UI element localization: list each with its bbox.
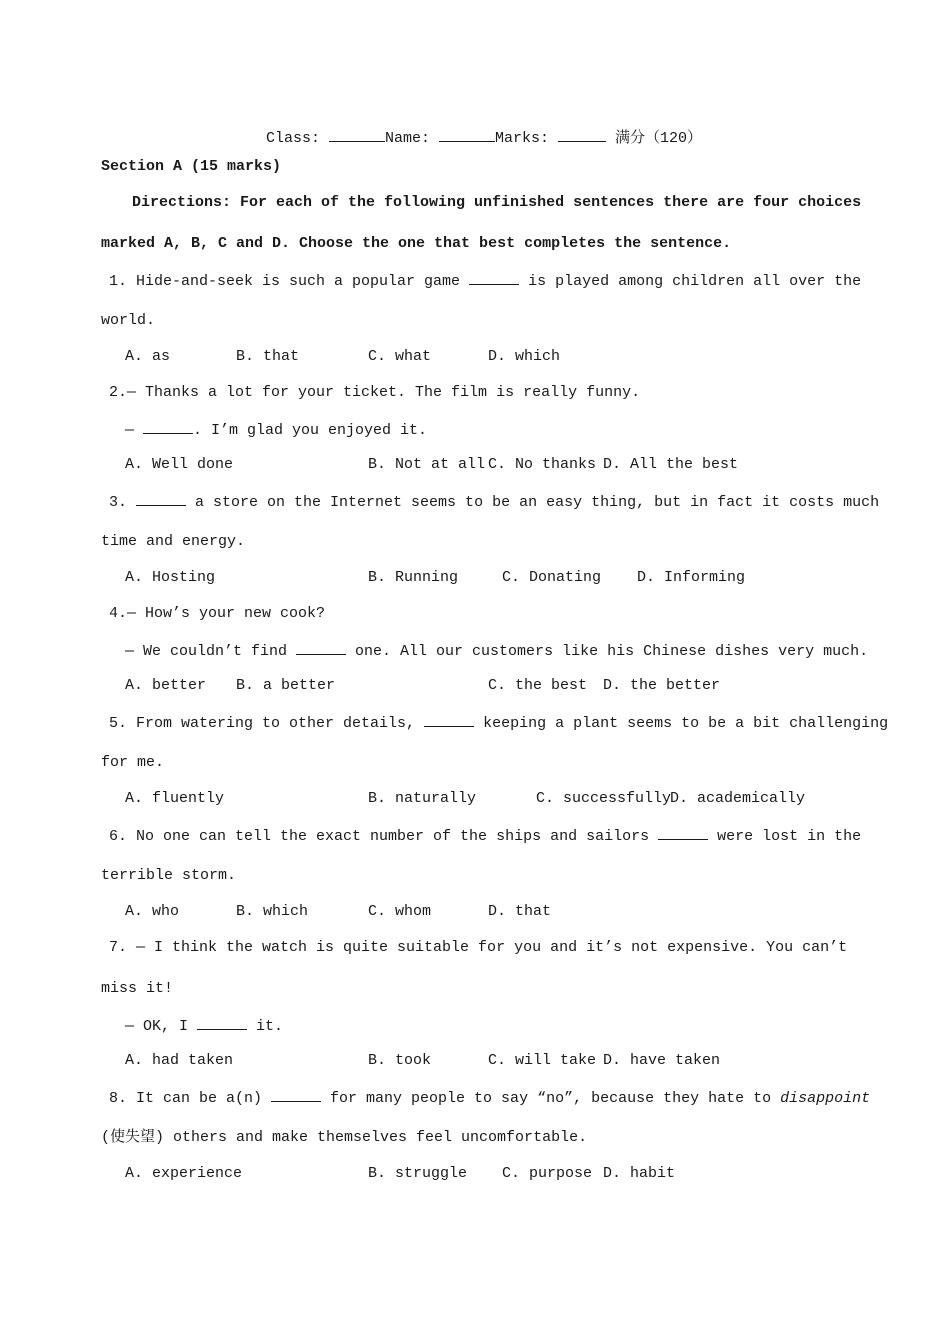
q6-option-a: A. who xyxy=(125,903,180,920)
full-marks-label: 满分（120） xyxy=(606,130,703,147)
q2-option-d: D. All the best xyxy=(603,456,739,473)
q3-option-a: A. Hosting xyxy=(125,569,216,586)
answer-blank xyxy=(469,271,519,285)
name-label: Name: xyxy=(385,130,440,147)
q6-option-d: D. that xyxy=(488,903,552,920)
name-blank xyxy=(439,128,495,142)
q4-option-a: A. better xyxy=(125,677,207,694)
q7-option-d: D. have taken xyxy=(603,1052,721,1069)
q5-option-a: A. fluently xyxy=(125,790,225,807)
q2-option-a: A. Well done xyxy=(125,456,234,473)
answer-blank xyxy=(296,641,346,655)
section-title: Section A (15 marks) xyxy=(101,158,282,175)
q4-option-b: B. a better xyxy=(236,677,336,694)
q8-option-b: B. struggle xyxy=(368,1165,468,1182)
q5-option-b: B. naturally xyxy=(368,790,477,807)
answer-blank xyxy=(271,1088,321,1102)
question-6-line-1: 6. No one can tell the exact number of the ships and sailors were lost in the xyxy=(109,828,862,845)
question-1-line-2: world. xyxy=(101,312,156,329)
q8-option-a: A. experience xyxy=(125,1165,243,1182)
q1-option-b: B. that xyxy=(236,348,300,365)
italic-word: disappoint xyxy=(780,1090,871,1107)
class-label: Class: xyxy=(266,130,330,147)
q7-option-b: B. took xyxy=(368,1052,432,1069)
question-8-line-2: (使失望) others and make themselves feel uncomfortable. xyxy=(101,1129,588,1146)
answer-blank xyxy=(143,420,193,434)
q2-option-c: C. No thanks xyxy=(488,456,597,473)
q3-option-d: D. Informing xyxy=(637,569,746,586)
question-7-line-3: — OK, I it. xyxy=(125,1018,284,1035)
q4-option-c: C. the best xyxy=(488,677,588,694)
class-blank xyxy=(329,128,385,142)
q4-option-d: D. the better xyxy=(603,677,721,694)
header-line xyxy=(266,128,702,148)
directions-line-1: Directions: For each of the following unfinished sentences there are four choices xyxy=(132,194,862,211)
question-4-line-1: 4.— How’s your new cook? xyxy=(109,605,326,622)
q7-option-c: C. will take xyxy=(488,1052,597,1069)
answer-blank xyxy=(658,826,708,840)
q7-option-a: A. had taken xyxy=(125,1052,234,1069)
question-2-line-2: — . I’m glad you enjoyed it. xyxy=(125,422,428,439)
question-5-line-2: for me. xyxy=(101,754,165,771)
q1-option-d: D. which xyxy=(488,348,561,365)
q8-option-c: C. purpose xyxy=(502,1165,593,1182)
question-5-line-1: 5. From watering to other details, keeping a plant seems to be a bit challenging xyxy=(109,715,889,732)
q1-option-c: C. what xyxy=(368,348,432,365)
question-4-line-2: — We couldn’t find one. All our customers like his Chinese dishes very much. xyxy=(125,643,869,660)
question-3-line-2: time and energy. xyxy=(101,533,246,550)
q6-option-c: C. whom xyxy=(368,903,432,920)
answer-blank xyxy=(197,1016,247,1030)
q8-option-d: D. habit xyxy=(603,1165,676,1182)
question-8-line-1: 8. It can be a(n) for many people to say “no”, because they hate to disappoint xyxy=(109,1090,871,1107)
q5-option-c: C. successfully xyxy=(536,790,672,807)
q3-option-c: C. Donating xyxy=(502,569,602,586)
directions-line-2: marked A, B, C and D. Choose the one that best completes the sentence. xyxy=(101,235,732,252)
answer-blank xyxy=(424,713,474,727)
answer-blank xyxy=(136,492,186,506)
q5-option-d: D. academically xyxy=(670,790,806,807)
question-1-line-1: 1. Hide-and-seek is such a popular game is played among children all over the xyxy=(109,273,862,290)
question-3-line-1: 3. a store on the Internet seems to be an easy thing, but in fact it costs much xyxy=(109,494,880,511)
q2-option-b: B. Not at all xyxy=(368,456,486,473)
question-7-line-1: 7. — I think the watch is quite suitable for you and it’s not expensive. You can’t xyxy=(109,939,848,956)
question-6-line-2: terrible storm. xyxy=(101,867,237,884)
marks-label: Marks: xyxy=(495,130,559,147)
q3-option-b: B. Running xyxy=(368,569,459,586)
q1-option-a: A. as xyxy=(125,348,171,365)
marks-blank xyxy=(558,128,606,142)
q6-option-b: B. which xyxy=(236,903,309,920)
question-2-line-1: 2.— Thanks a lot for your ticket. The film is really funny. xyxy=(109,384,641,401)
question-7-line-2: miss it! xyxy=(101,980,174,997)
